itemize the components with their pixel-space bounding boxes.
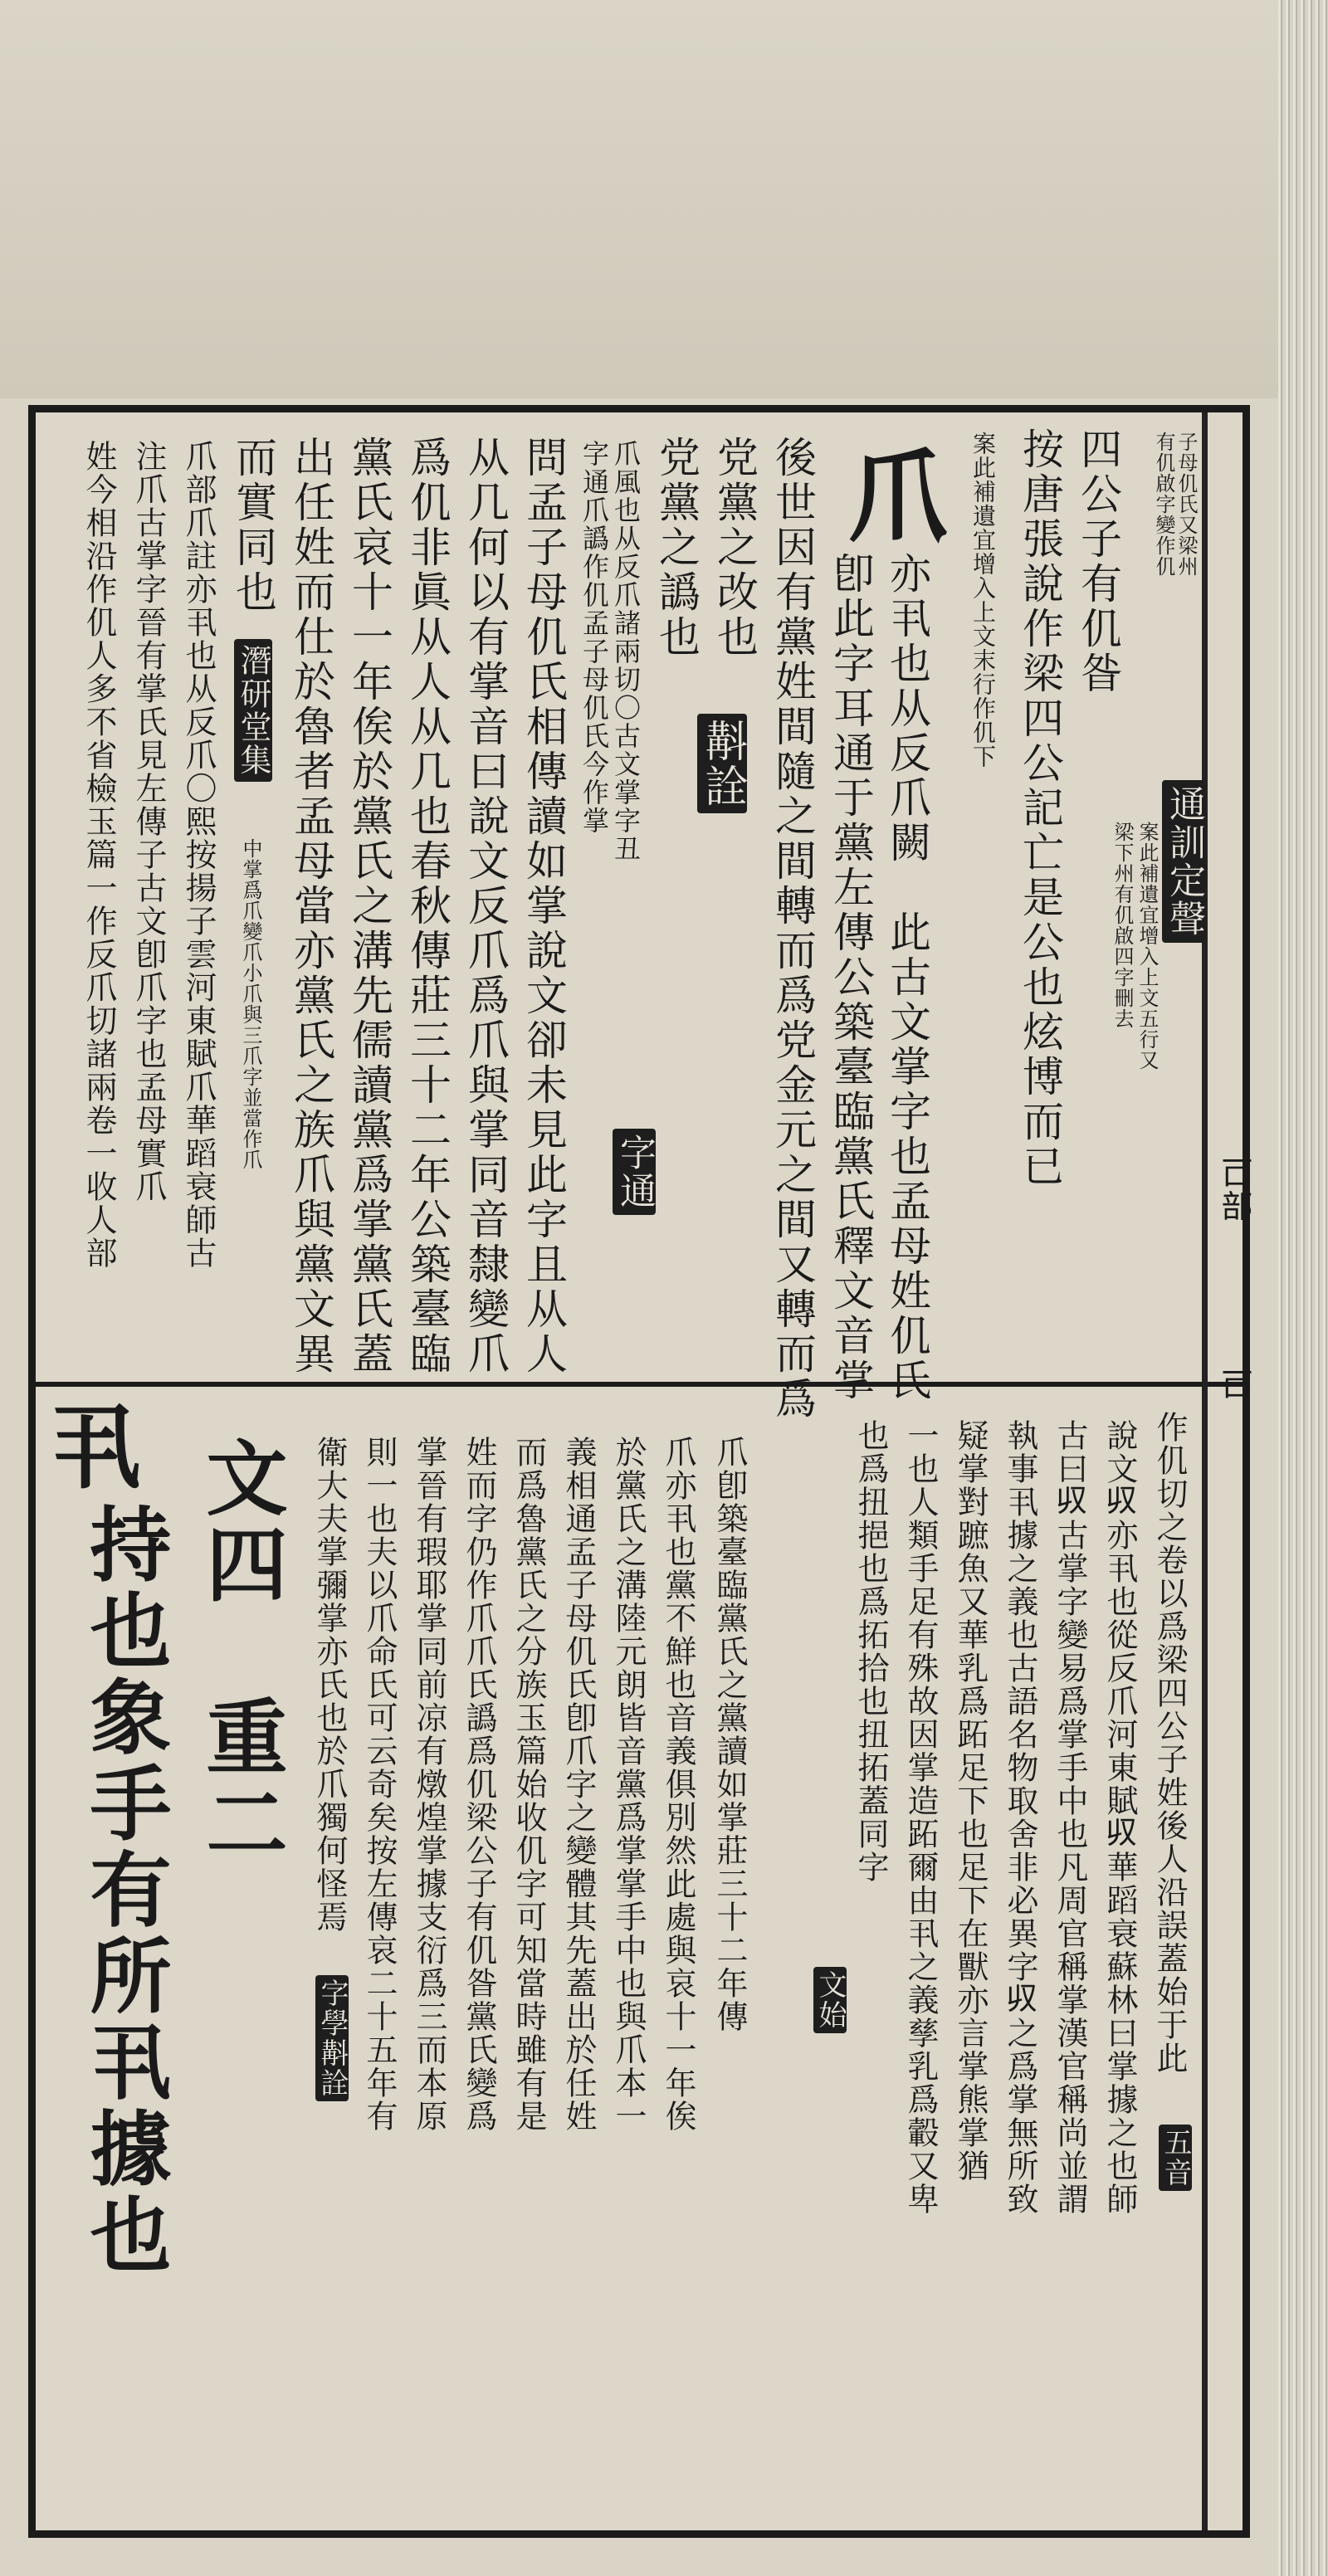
note-c: 案此補遺宜增入上文五行又 (1135, 822, 1159, 1071)
bottom-col-6: 一也人類手足有殊故因掌造跖爾由丮之義孳乳爲轂又卑 (902, 1419, 939, 2216)
tag-tongxun: 通訓定聲 (1162, 780, 1205, 943)
note-e: 案此補遺宜增入上文末行作仉下 (969, 432, 997, 768)
margin-char: 𠮛 (1218, 1369, 1254, 1403)
definition-text: 持也象手有所丮據也 (76, 1502, 172, 2279)
top-line-6: 党黨之改也 (710, 436, 759, 660)
heading-wensi: 文四 重二 (193, 1436, 288, 1867)
top-line-10: 問孟子母仉氏相傳讀如掌說文卻未見此字且从人 (520, 436, 568, 1377)
margin-rule (1202, 412, 1208, 2530)
top-line-17: 注爪古掌字晉有掌氏見左傳子古文卽爪字也孟母實爪 (130, 440, 167, 1203)
top-line-11: 从几何以有掌音曰說文反爪爲爪與掌同音隸變爪 (461, 436, 510, 1377)
margin-radical: 𠮛部 (1218, 1158, 1254, 1224)
note-a: 子母仉氏又梁州 (1174, 432, 1198, 577)
top-line-13: 黨氏哀十一年俟於黨氏之溝先儒讀黨爲掌黨氏蓋 (345, 436, 393, 1377)
top-line-1: 四公子有仉昝 (1074, 427, 1122, 696)
bottom-col-2: 說文𠬞亦丮也從反爪河東賦𠬞華蹈衰蘇林曰掌據之也師 (1101, 1419, 1138, 2216)
note-d: 梁下州有仉啟四字刪去 (1111, 822, 1134, 1029)
seal-glyph-top: 爪 (848, 439, 948, 556)
book-spine (1278, 0, 1328, 2576)
bottom-col-9: 爪亦丮也黨不鮮也音義俱別然此處與哀十一年俟 (660, 1436, 696, 2133)
tag-zitong: 字通 (613, 1129, 656, 1215)
note-b: 有仉啟字變作仉 (1152, 432, 1175, 577)
top-line-2: 按唐張說作梁四公記亡是公也炫博而已 (1016, 427, 1064, 1189)
bottom-col-5: 疑掌對蹠魚又華乳爲跖足下也足下在獸亦言掌熊掌猶 (952, 1419, 989, 2183)
bottom-col-10: 於黨氏之溝陸元朗皆音黨爲掌掌手中也與爪本一 (610, 1436, 647, 2133)
top-line-9: 字通爪譌作仉孟子母仉氏今作掌 (579, 440, 610, 835)
tag-qianyantang: 潛研堂集 (234, 639, 272, 782)
bottom-col-13: 姓而字仍作爪爪氏譌爲仉梁公子有仉昝黨氏變爲 (461, 1436, 497, 2133)
top-line-7: 党黨之譌也 (652, 436, 701, 660)
tag-jiaoquan: 斠詮 (697, 714, 747, 813)
tag-wenshi: 文始 (813, 1967, 847, 2033)
top-line-4: 卽此字耳通于黨左傳公築臺臨黨氏釋文音掌 (827, 552, 875, 1403)
bottom-col-14: 掌晉有瑕耶掌同前凉有燉煌掌據支衍爲三而本原 (411, 1436, 447, 2133)
top-line-3: 亦丮也从反爪闕 此古文掌字也孟母姓仉氏 (883, 552, 931, 1403)
upper-page-area (0, 0, 1278, 398)
top-line-18: 姓今相沿作仉人多不省檢玉篇一作反爪切諸兩卷一收人部 (81, 440, 117, 1270)
bottom-col-12: 而爲魯黨氏之分族玉篇始收仉字可知當時雖有是 (510, 1436, 547, 2133)
top-line-15: 而實同也 (229, 436, 277, 615)
bottom-col-15: 則一也夫以爪命氏可云奇矣按左傳哀二十五年有 (361, 1436, 398, 2133)
section-divider (28, 1382, 1250, 1387)
bottom-col-16: 衛大夫掌彌掌亦氏也於爪獨何怪焉 (311, 1436, 348, 1934)
bottom-col-8: 爪卽築臺臨黨氏之黨讀如掌莊三十二年傳 (711, 1436, 748, 2033)
top-line-16: 爪部爪註亦丮也从反爪〇熙按揚子雲河東賦爪華蹈衰師古 (180, 440, 217, 1270)
note-f: 中掌爲爪變爪小爪與三爪字並當作爪 (239, 838, 262, 1170)
top-line-5: 後世因有黨姓間隨之間轉而爲党金元之間又轉而爲 (769, 436, 817, 1422)
top-line-8: 爪風也从反爪諸兩切〇古文掌字丑 (610, 440, 642, 863)
tag-wuyin: 五音 (1159, 2125, 1192, 2191)
tag-zixue: 字學斠詮 (315, 1975, 349, 2101)
top-line-14: 出任姓而仕於魯者孟母當亦黨氏之族爪與黨文異 (287, 436, 335, 1377)
bottom-col-3: 古曰𠬞古掌字變易爲掌手中也凡周官稱掌漢官稱尚並謂 (1052, 1419, 1088, 2216)
bottom-col-11: 義相通孟子母仉氏卽爪字之變體其先蓋出於任姓 (560, 1436, 597, 2133)
bottom-col-4: 執事丮據之義也古語名物取舍非必異字𠬞之爲掌無所致 (1002, 1419, 1038, 2216)
bottom-col-1: 作仉切之卷以爲梁四公子姓後人沿誤蓋始于此 (1151, 1411, 1188, 2075)
bottom-col-7: 也爲扭挹也爲拓拾也扭拓蓋同字 (852, 1419, 889, 1884)
top-line-12: 爲仉非眞从人从几也春秋傳莊三十二年公築臺臨 (403, 436, 452, 1377)
seal-glyph-bottom: 丮 (50, 1394, 141, 1501)
